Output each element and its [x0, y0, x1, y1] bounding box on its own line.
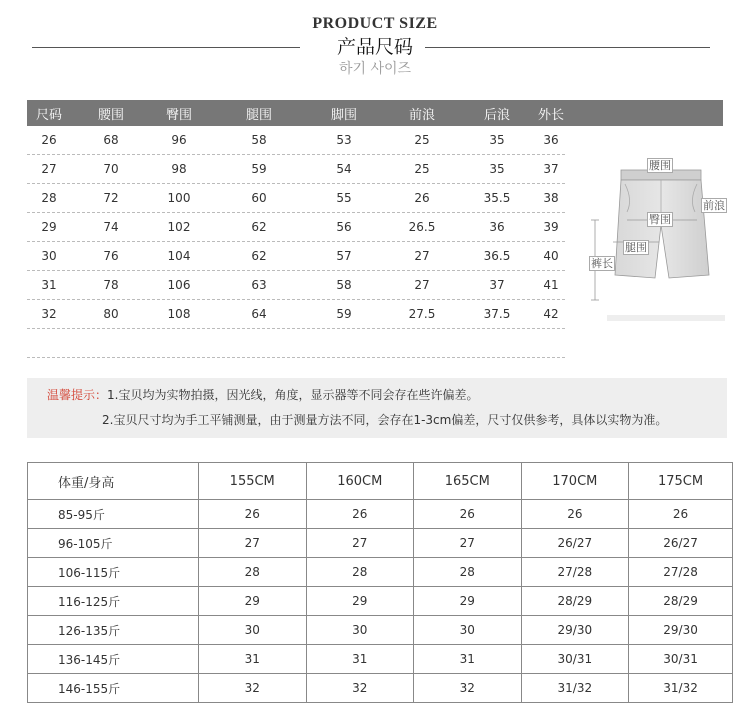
size-table-row-cell: 37	[543, 162, 559, 176]
size-table-row-cell: 56	[336, 220, 352, 234]
size-table-row-cell: 39	[543, 220, 559, 234]
size-table-row-cell: 27	[414, 249, 430, 263]
size-table-row-cell: 36	[543, 133, 559, 147]
size-table-row-cell: 27	[41, 162, 57, 176]
size-table-row-cell: 74	[103, 220, 119, 234]
title-chinese: 产品尺码	[336, 36, 413, 58]
size-table-header	[27, 100, 565, 126]
weight-table-header-cell: 160CM	[306, 463, 414, 500]
size-table-row-cell: 35	[489, 133, 505, 147]
size-table-row-cell: 28	[41, 191, 57, 205]
size-table-row-cell: 62	[251, 220, 267, 234]
weight-table-row-cell: 30/31	[521, 645, 629, 674]
weight-table-row-cell: 26	[414, 500, 522, 529]
weight-table-row-cell: 32	[198, 674, 306, 703]
size-table-row-cell: 80	[103, 307, 119, 321]
size-table-row-cell: 30	[41, 249, 57, 263]
size-table-row-cell: 25	[414, 162, 430, 176]
size-table-row-cell: 36.5	[483, 249, 511, 263]
size-table-row-cell: 59	[336, 307, 352, 321]
weight-table-row-cell: 30	[306, 616, 414, 645]
size-table-row-cell: 35.5	[483, 191, 511, 205]
weight-table-row-cell: 26	[198, 500, 306, 529]
size-table-row-cell: 72	[103, 191, 119, 205]
size-table-blank-row	[27, 329, 565, 358]
size-table-row-cell: 70	[103, 162, 119, 176]
weight-table-row-cell: 27	[306, 529, 414, 558]
weight-table-header-cell: 体重/身高	[28, 463, 199, 500]
pants-diagram	[585, 140, 735, 360]
size-table-row-cell: 78	[103, 278, 119, 292]
weight-table-row-cell: 30	[414, 616, 522, 645]
weight-table-row-cell: 32	[414, 674, 522, 703]
size-table-row-cell: 29	[41, 220, 57, 234]
weight-table-row-cell: 26/27	[521, 529, 629, 558]
size-table-row-cell: 100	[167, 191, 191, 205]
size-table-row	[27, 271, 565, 300]
title-english: PRODUCT SIZE	[312, 15, 438, 32]
title-korean: 하기 사이즈	[338, 61, 412, 77]
size-table-row-cell: 53	[336, 133, 352, 147]
size-table-row-cell: 68	[103, 133, 119, 147]
weight-table-row-cell: 31	[198, 645, 306, 674]
size-table-row-cell: 26.5	[408, 220, 436, 234]
weight-table-row-cell: 26	[521, 500, 629, 529]
weight-table-row-cell: 146-155斤	[28, 674, 199, 703]
pants-illustration	[585, 140, 735, 360]
weight-table-row-cell: 32	[306, 674, 414, 703]
weight-table-row-cell: 26	[629, 500, 733, 529]
weight-table-row-cell: 28	[414, 558, 522, 587]
size-table	[27, 100, 565, 358]
weight-table-row-cell: 106-115斤	[28, 558, 199, 587]
weight-table-header-cell: 175CM	[629, 463, 733, 500]
size-table-row	[27, 242, 565, 271]
size-table-row-cell: 35	[489, 162, 505, 176]
size-table-header-cell: 外长	[537, 107, 565, 123]
weight-table-row-cell: 26/27	[629, 529, 733, 558]
weight-table-row-cell: 31	[306, 645, 414, 674]
size-table-row-cell: 98	[171, 162, 187, 176]
weight-table-row-cell: 27	[414, 529, 522, 558]
size-table-row-cell: 96	[171, 133, 187, 147]
weight-table-row	[28, 558, 733, 587]
weight-height-table	[27, 462, 733, 703]
diagram-label-length: 裤长	[591, 257, 613, 270]
size-table-row	[27, 300, 565, 329]
size-table-header-cell: 腰围	[97, 107, 125, 123]
weight-table-row-cell: 27	[198, 529, 306, 558]
diagram-label-hip: 臀围	[649, 213, 671, 226]
size-table-row-cell: 62	[251, 249, 267, 263]
weight-table-row-cell: 30/31	[629, 645, 733, 674]
weight-table-row-cell: 85-95斤	[28, 500, 199, 529]
size-table-row-cell: 27	[414, 278, 430, 292]
size-table-row	[27, 126, 565, 155]
weight-table-row-cell: 28/29	[521, 587, 629, 616]
size-table-row-cell: 58	[251, 133, 267, 147]
size-table-row-cell: 37	[489, 278, 505, 292]
weight-table-row-cell: 29	[414, 587, 522, 616]
size-table-row-cell: 108	[167, 307, 191, 321]
weight-table-row	[28, 616, 733, 645]
size-table-row-cell: 26	[414, 191, 430, 205]
note-line-1	[47, 386, 478, 403]
diagram-label-front-rise: 前浪	[703, 199, 725, 212]
weight-table-row-cell: 28/29	[629, 587, 733, 616]
weight-table-header-cell: 165CM	[414, 463, 522, 500]
size-table-row-cell: 36	[489, 220, 505, 234]
size-table-row-cell: 27.5	[408, 307, 436, 321]
size-table-row-cell: 32	[41, 307, 57, 321]
weight-table-row-cell: 96-105斤	[28, 529, 199, 558]
size-table-row-cell: 64	[251, 307, 267, 321]
size-table-row	[27, 213, 565, 242]
weight-table-header-cell: 170CM	[521, 463, 629, 500]
weight-table-row-cell: 29/30	[521, 616, 629, 645]
weight-table-row-cell: 126-135斤	[28, 616, 199, 645]
size-table-row-cell: 59	[251, 162, 267, 176]
size-table-row-cell: 104	[167, 249, 191, 263]
weight-table-row	[28, 674, 733, 703]
size-table-row	[27, 155, 565, 184]
diagram-label-thigh: 腿围	[625, 241, 647, 254]
size-table-header-cell: 臀围	[165, 107, 193, 123]
size-table-row-cell: 31	[41, 278, 57, 292]
size-table-row-cell: 57	[336, 249, 352, 263]
weight-table-row-cell: 29	[306, 587, 414, 616]
weight-table-row-cell: 116-125斤	[28, 587, 199, 616]
size-table-row-cell: 26	[41, 133, 57, 147]
weight-table-row-cell: 27/28	[521, 558, 629, 587]
size-table-row-cell: 37.5	[483, 307, 511, 321]
size-table-header-cell: 前浪	[408, 107, 436, 123]
note-text-1: 1.宝贝均为实物拍摄，因光线，角度，显示器等不同会存在些许偏差。	[107, 388, 479, 402]
size-table-header-cell: 腿围	[245, 107, 273, 123]
weight-table-row-cell: 28	[198, 558, 306, 587]
size-table-header-cell: 尺码	[35, 107, 63, 123]
weight-table-row-cell: 30	[198, 616, 306, 645]
header-rule-right	[425, 47, 710, 48]
size-table-row-cell: 60	[251, 191, 267, 205]
notes-box	[27, 378, 727, 438]
size-table-header-cell: 脚围	[330, 107, 358, 123]
size-table-row-cell: 58	[336, 278, 352, 292]
weight-table-row-cell: 29/30	[629, 616, 733, 645]
weight-table-row	[28, 645, 733, 674]
size-table-row-cell: 25	[414, 133, 430, 147]
weight-table-header	[28, 463, 733, 500]
size-table-row-cell: 63	[251, 278, 267, 292]
weight-table-header-cell: 155CM	[198, 463, 306, 500]
size-table-row-cell: 38	[543, 191, 559, 205]
size-table-header-extension	[565, 100, 723, 126]
size-table-row-cell: 76	[103, 249, 119, 263]
weight-table-row	[28, 529, 733, 558]
weight-table-row	[28, 587, 733, 616]
weight-table-row	[28, 500, 733, 529]
weight-table-row-cell: 136-145斤	[28, 645, 199, 674]
note-line-2: 2.宝贝尺寸均为手工平铺测量，由于测量方法不同，会存在1-3cm偏差，尺寸仅供参考，具体以实物为准。	[102, 413, 668, 427]
size-table-row-cell: 41	[543, 278, 559, 292]
weight-table-row-cell: 31	[414, 645, 522, 674]
weight-table-row-cell: 31/32	[521, 674, 629, 703]
size-table-row-cell: 102	[167, 220, 191, 234]
size-table-row-cell: 55	[336, 191, 352, 205]
page-header	[0, 0, 750, 90]
size-table-row-cell: 42	[543, 307, 559, 321]
weight-table-row-cell: 26	[306, 500, 414, 529]
note-prefix: 温馨提示：	[47, 388, 108, 402]
size-table-row-cell: 40	[543, 249, 559, 263]
diagram-label-waist: 腰围	[649, 159, 671, 172]
size-table-header-cell: 后浪	[483, 107, 511, 123]
weight-table-row-cell: 28	[306, 558, 414, 587]
size-table-row-cell: 54	[336, 162, 352, 176]
weight-table-row-cell: 27/28	[629, 558, 733, 587]
weight-table-row-cell: 31/32	[629, 674, 733, 703]
weight-table-row-cell: 29	[198, 587, 306, 616]
size-table-row	[27, 184, 565, 213]
size-table-row-cell: 106	[167, 278, 191, 292]
